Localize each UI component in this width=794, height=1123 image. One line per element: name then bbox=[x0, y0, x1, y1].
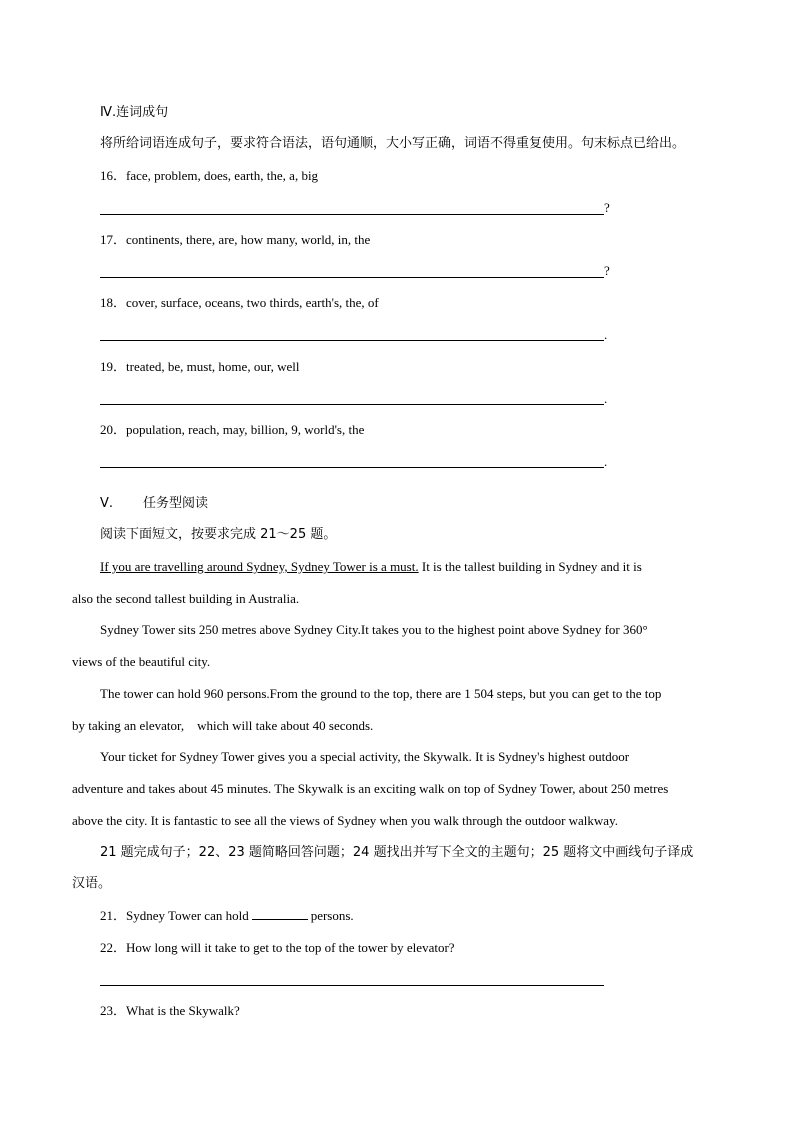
question-21 bbox=[100, 908, 354, 924]
question-22 bbox=[100, 940, 455, 956]
question-number: 17． bbox=[100, 232, 127, 247]
passage-paragraph-2-line-2: views of the beautiful city. bbox=[72, 654, 211, 669]
end-punctuation-19: . bbox=[604, 391, 608, 406]
question-number: 18． bbox=[100, 295, 127, 310]
underlined-sentence: If you are travelling around Sydney, Sydney Tower is a must. bbox=[100, 559, 419, 574]
end-punctuation-18: . bbox=[604, 327, 608, 342]
task-requirements-line-2: 汉语。 bbox=[72, 876, 112, 891]
passage-paragraph-2-line-1: Sydney Tower sits 250 metres above Sydney City.It takes you to the highest point above Sydney for 360° bbox=[100, 622, 648, 637]
question-23 bbox=[100, 1003, 240, 1019]
end-punctuation-17: ? bbox=[604, 263, 610, 278]
section-5-instruction: 阅读下面短文，按要求完成 21～25 题。 bbox=[100, 527, 337, 542]
passage-paragraph-1-line-1 bbox=[100, 559, 642, 575]
passage-paragraph-3-line-2: by taking an elevator, which will take about 40 seconds. bbox=[72, 718, 374, 733]
question-words: population, reach, may, billion, 9, world's, the bbox=[126, 422, 365, 437]
section-4-instruction: 将所给词语连成句子，要求符合语法，语句通顺，大小写正确，词语不得重复使用。句末标点已给出。 bbox=[100, 136, 686, 151]
question-18 bbox=[100, 295, 379, 311]
section-5-title: 任务型阅读 bbox=[143, 496, 209, 511]
section-5-heading bbox=[100, 496, 208, 512]
end-punctuation-16: ? bbox=[604, 200, 610, 215]
question-words: treated, be, must, home, our, well bbox=[126, 359, 300, 374]
passage-paragraph-4-line-2: adventure and takes about 45 minutes. The Skywalk is an exciting walk on top of Sydney Tower, about 250 metres bbox=[72, 781, 669, 796]
question-number: 21． bbox=[100, 908, 127, 923]
question-text: What is the Skywalk? bbox=[126, 1003, 240, 1018]
question-number: 16． bbox=[100, 168, 127, 183]
question-words: face, problem, does, earth, the, a, big bbox=[126, 168, 319, 183]
question-number: 23． bbox=[100, 1003, 127, 1018]
passage-paragraph-1-line-2: also the second tallest building in Australia. bbox=[72, 591, 300, 606]
question-number: 20． bbox=[100, 422, 127, 437]
question-text: persons. bbox=[310, 908, 354, 923]
question-words: cover, surface, oceans, two thirds, earth's, the, of bbox=[126, 295, 379, 310]
question-20 bbox=[100, 422, 364, 438]
section-5-number: Ⅴ. bbox=[100, 496, 114, 511]
answer-line-16[interactable] bbox=[100, 214, 604, 215]
question-number: 19． bbox=[100, 359, 127, 374]
passage-paragraph-4-line-3: above the city. It is fantastic to see all the views of Sydney when you walk through the outdoor walkway. bbox=[72, 813, 618, 828]
question-text: How long will it take to get to the top of the tower by elevator? bbox=[126, 940, 455, 955]
passage-paragraph-4-line-1: Your ticket for Sydney Tower gives you a special activity, the Skywalk. It is Sydney's highest outdoor bbox=[100, 749, 630, 764]
question-17 bbox=[100, 232, 370, 248]
fill-in-blank[interactable] bbox=[252, 908, 308, 920]
question-number: 22． bbox=[100, 940, 127, 955]
answer-line-22[interactable] bbox=[100, 985, 604, 986]
question-19 bbox=[100, 359, 300, 375]
section-4-heading: Ⅳ.连词成句 bbox=[100, 105, 169, 120]
question-16 bbox=[100, 168, 318, 184]
answer-line-19[interactable] bbox=[100, 404, 604, 405]
end-punctuation-20: . bbox=[604, 454, 608, 469]
passage-paragraph-3-line-1: The tower can hold 960 persons.From the ground to the top, there are 1 504 steps, but you can get to the top bbox=[100, 686, 662, 701]
answer-line-18[interactable] bbox=[100, 340, 604, 341]
answer-line-20[interactable] bbox=[100, 467, 604, 468]
passage-text: It is the tallest building in Sydney and it is bbox=[418, 559, 642, 574]
task-requirements-line-1: 21 题完成句子；22、23 题简略回答问题；24 题找出并写下全文的主题句；25 题将文中画线句子译成 bbox=[100, 845, 694, 860]
answer-line-17[interactable] bbox=[100, 277, 604, 278]
question-text: Sydney Tower can hold bbox=[126, 908, 249, 923]
question-words: continents, there, are, how many, world, in, the bbox=[126, 232, 371, 247]
